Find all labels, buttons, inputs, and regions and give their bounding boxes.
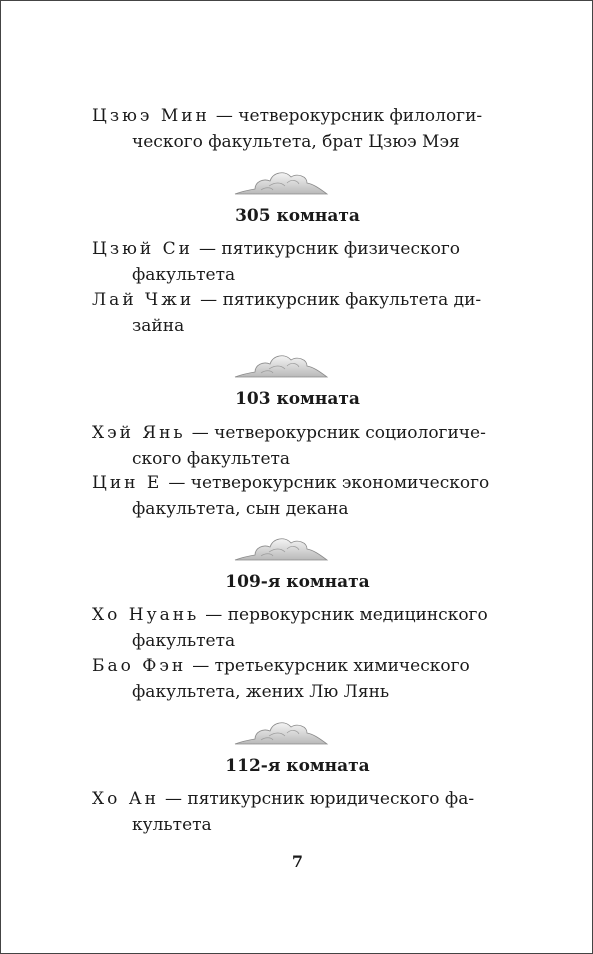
character-name: Хо Ан (92, 789, 159, 809)
character-description: — четверокурсник филологи- (215, 106, 483, 126)
character-description-cont: культета (132, 815, 212, 835)
room-heading: 305 комната (235, 206, 360, 226)
character-entry (92, 103, 483, 155)
character-description-cont: ческого факультета, брат Цзюэ Мэя (132, 132, 460, 152)
cloud-ornament-icon (233, 714, 329, 748)
character-name: Хэй Янь (92, 423, 186, 443)
character-description: — пятикурсник юридического фа- (164, 789, 475, 809)
character-name: Бао Фэн (92, 656, 187, 676)
character-entry (92, 786, 475, 838)
character-description-cont: ского факультета (132, 449, 291, 469)
character-entry (92, 236, 458, 288)
character-entry (92, 287, 482, 339)
character-description: — пятикурсник физического (198, 239, 460, 259)
character-entry (92, 420, 486, 472)
character-description-cont: факультета (132, 265, 236, 285)
character-name: Хо Нуань (92, 605, 200, 625)
character-name: Лай Чжи (92, 290, 195, 310)
character-entry (92, 653, 470, 705)
character-entry (92, 470, 490, 522)
room-heading: 112-я комната (225, 756, 370, 776)
cloud-ornament-icon (233, 347, 329, 381)
character-description-cont: факультета, жених Лю Лянь (132, 682, 390, 702)
character-description-cont: зайна (132, 316, 185, 336)
character-entry (92, 602, 488, 654)
character-description: — четверокурсник экономического (168, 473, 490, 493)
character-description: — первокурсник медицинского (205, 605, 488, 625)
room-heading: 103 комната (235, 389, 360, 409)
character-name: Цзюй Си (92, 239, 193, 259)
page-number: 7 (291, 852, 304, 871)
cloud-ornament-icon (233, 164, 329, 198)
character-description-cont: факультета (132, 631, 236, 651)
character-name: Цин Е (92, 473, 163, 493)
room-heading: 109-я комната (225, 572, 370, 592)
character-description: — пятикурсник факультета ди- (200, 290, 482, 310)
character-name: Цзюэ Мин (92, 106, 210, 126)
cloud-ornament-icon (233, 530, 329, 564)
character-description: — четверокурсник социологиче- (191, 423, 486, 443)
character-description-cont: факультета, сын декана (132, 499, 349, 519)
character-description: — третьекурсник химического (192, 656, 470, 676)
